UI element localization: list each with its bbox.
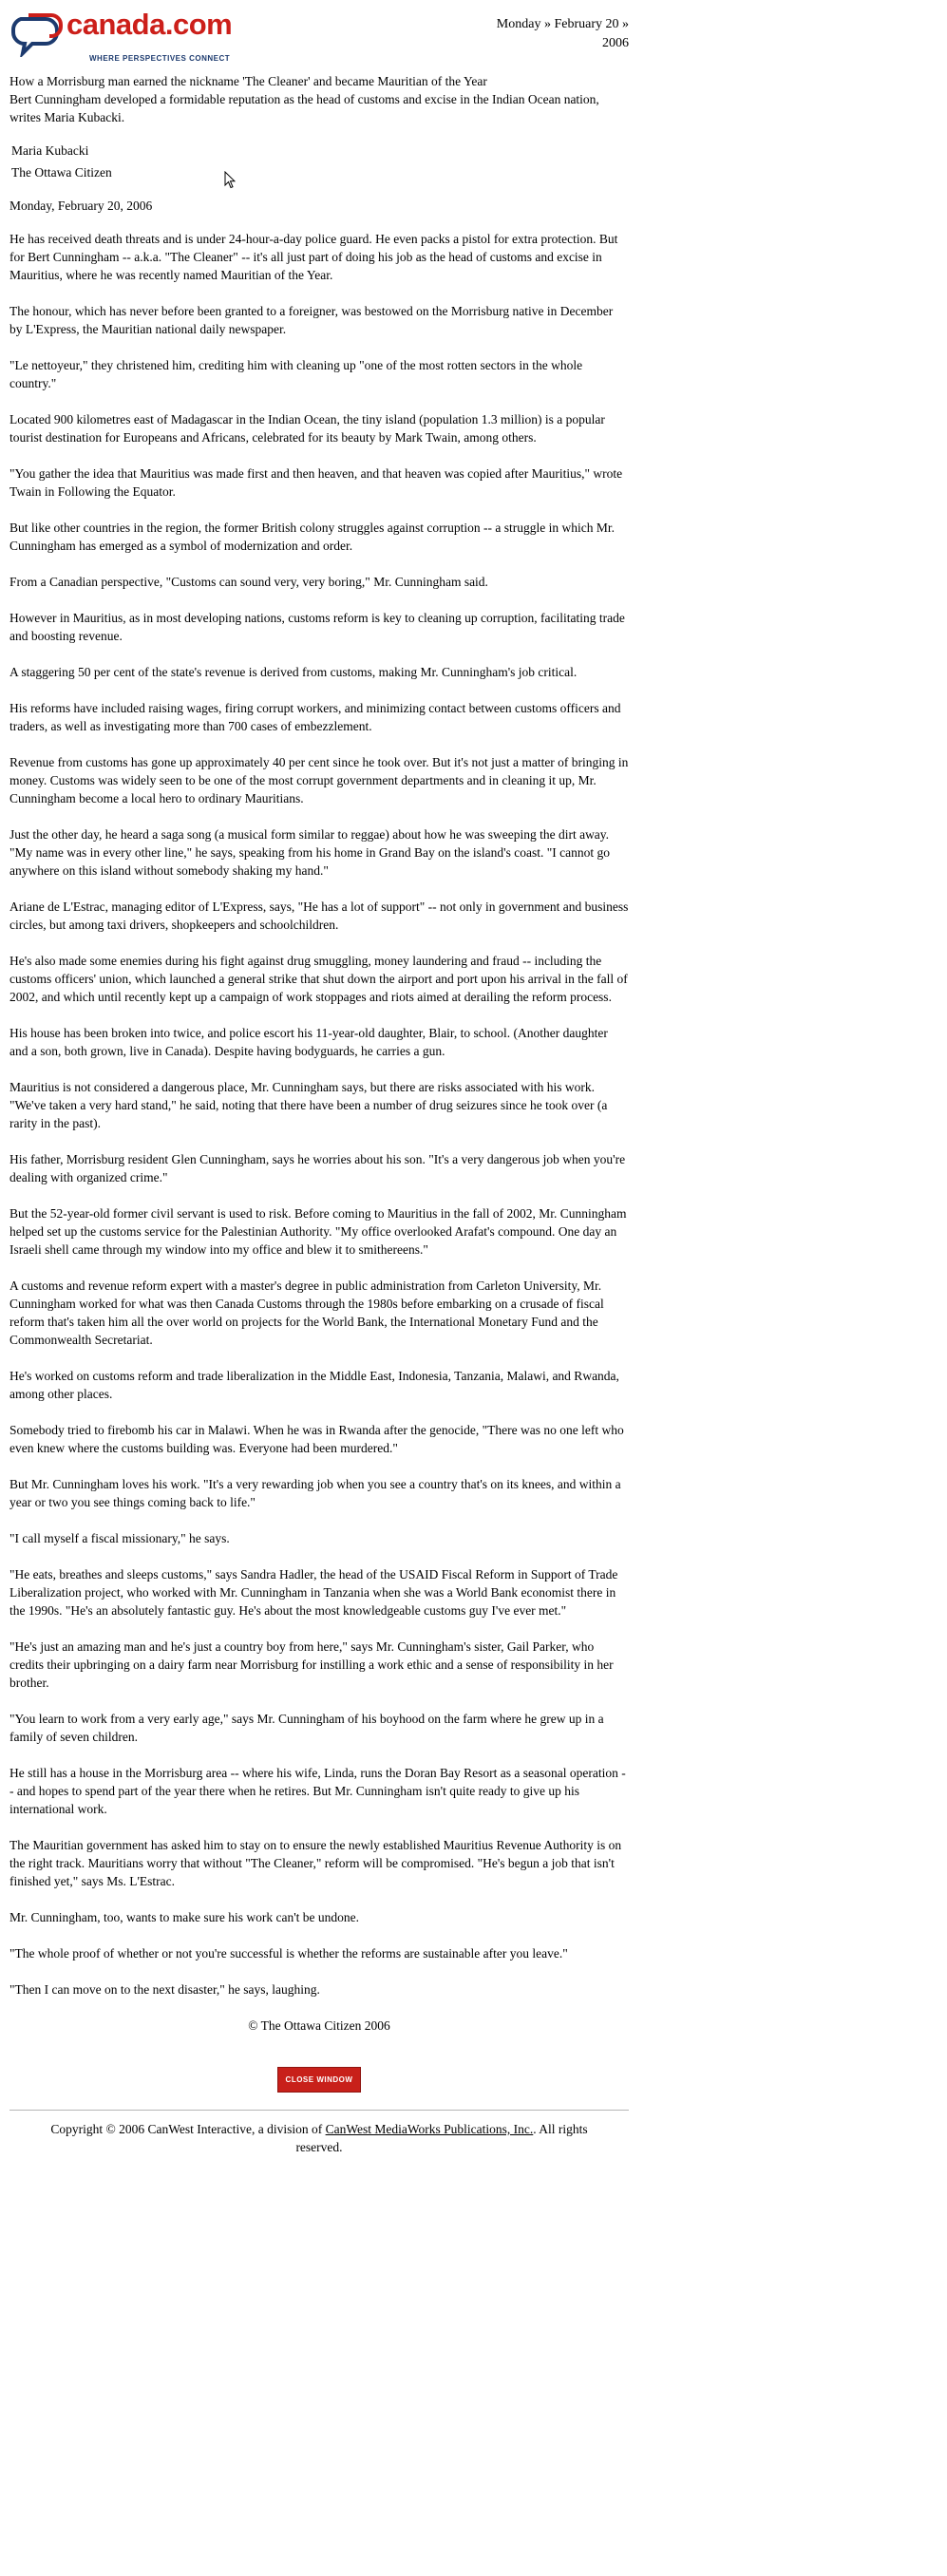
article-paragraph: "He eats, breathes and sleeps customs," says Sandra Hadler, the head of the USAID Fiscal Reform in Support of Trade Liberalization project, who worked with Mr. Cunningham in Tanzania when she was a World Bank economist there in the 1990s. "He's an absolutely fantastic guy. He's about the most knowledgeable customs guy I've ever met." [9,1567,618,1618]
article-paragraph: Mauritius is not considered a dangerous place, Mr. Cunningham says, but there are risks associated with his work. "We've taken a very hard stand," he said, noting that there have been a number of drug seizures since he took over (a rarity in the past). [9,1080,608,1130]
article-paragraph: From a Canadian perspective, "Customs can sound very, very boring," Mr. Cunningham said. [9,575,488,589]
article-paragraph: Just the other day, he heard a saga song (a musical form similar to reggae) about how he was sweeping the dirt away. "My name was in every other line," he says, speaking from his home in Grand Bay on the island's coast. "I cannot go anywhere on this island without somebody shaking my hand." [9,827,610,878]
article-paragraph: He has received death threats and is under 24-hour-a-day police guard. He even packs a pistol for extra protection. But for Bert Cunningham -- a.k.a. "The Cleaner" -- it's all just part of doing his job as the head of customs and excise in Mauritius, where he was recently named Mauritian of the Year. [9,232,618,282]
article-paragraph: "Then I can move on to the next disaster," he says, laughing. [9,1982,320,1997]
article-paragraph: "Le nettoyeur," they christened him, crediting him with cleaning up "one of the most rotten sectors in the whole country." [9,358,583,390]
close-window-button[interactable]: CLOSE WINDOW [277,2067,362,2093]
footer-divider [9,2110,629,2111]
article-paragraph: "You gather the idea that Mauritius was made first and then heaven, and that heaven was copied after Mauritius," wrote Twain in Following the Equator. [9,466,623,499]
article-paragraph: Mr. Cunningham, too, wants to make sure his work can't be undone. [9,1910,360,1924]
byline-author: Maria Kubacki [11,143,89,158]
article-paragraph: Located 900 kilometres east of Madagascar in the Indian Ocean, the tiny island (population 1.3 million) is a popular tourist destination for Europeans and Africans, celebrated for its beauty by Mark Twain, among others. [9,412,605,445]
article-paragraph: But like other countries in the region, the former British colony struggles against corruption -- a struggle in which Mr. Cunningham has emerged as a symbol of modernization and order. [9,521,615,553]
article-paragraph: He's also made some enemies during his fight against drug smuggling, money laundering and fraud -- including the customs officers' union, which launched a general strike that shut down the airport and port upon his arrival in the fall of 2002, and which until recently kept up a campaign of work stoppages and riots aimed at derailing the reform process. [9,954,628,1004]
footer-company-link[interactable]: CanWest MediaWorks Publications, Inc. [325,2122,534,2136]
article-paragraph: His father, Morrisburg resident Glen Cunningham, says he worries about his son. "It's a very dangerous job when you're dealing with organized crime." [9,1152,626,1184]
publication-date: Monday, February 20, 2006 [9,199,153,213]
headline: How a Morrisburg man earned the nickname 'The Cleaner' and became Mauritian of the Year [9,74,487,88]
article-paragraph: Ariane de L'Estrac, managing editor of L'Express, says, "He has a lot of support" -- not only in government and business circles, but among taxi drivers, shopkeepers and schoolchildren. [9,900,629,932]
article-paragraph: "I call myself a fiscal missionary," he says. [9,1531,230,1545]
article-paragraph: Revenue from customs has gone up approximately 40 per cent since he took over. But it's not just a matter of bringing in money. Customs was widely seen to be one of the most corrupt government departments and in cleaning it up, Mr. Cunningham become a local hero to ordinary Mauritians. [9,755,629,805]
footer-suffix: . All rights reserved. [295,2122,588,2154]
article-body [9,230,629,1998]
article-paragraph: His reforms have included raising wages, firing corrupt workers, and minimizing contact between customs officers and traders, as well as investigating more than 700 cases of embezzlement. [9,701,621,733]
article-paragraph: He's worked on customs reform and trade liberalization in the Middle East, Indonesia, Tanzania, Malawi, and Rwanda, among other places. [9,1369,619,1401]
article-paragraph: His house has been broken into twice, and police escort his 11-year-old daughter, Blair, to school. (Another daughter and a son, both grown, live in Canada). Despite having bodyguards, he carries a gun. [9,1026,608,1058]
article-paragraph: But the 52-year-old former civil servant is used to risk. Before coming to Mauritius in the fall of 2002, Mr. Cunningham helped set up the customs service for the Palestinian Authority. "My office overlooked Arafat's compound. One day an Israeli shell came through my window into my office and blew it to smithereens." [9,1206,627,1257]
article-content [0,61,636,2156]
article-paragraph: "You learn to work from a very early age," says Mr. Cunningham of his boyhood on the farm where he grew up in a family of seven children. [9,1712,604,1744]
article-paragraph: Somebody tried to firebomb his car in Malawi. When he was in Rwanda after the genocide, "There was no one left who even knew where the customs building was. Everyone had been murdered." [9,1423,624,1455]
footer-prefix: Copyright © 2006 CanWest Interactive, a division of [50,2122,326,2136]
article-paragraph: A staggering 50 per cent of the state's revenue is derived from customs, making Mr. Cunningham's job critical. [9,665,578,679]
footer [9,2120,629,2156]
article-paragraph: "The whole proof of whether or not you're successful is whether the reforms are sustainable after you leave." [9,1946,568,1960]
byline-publication: The Ottawa Citizen [11,165,112,180]
canada-com-logo[interactable] [8,8,262,63]
article-paragraph: "He's just an amazing man and he's just a country boy from here," says Mr. Cunningham's sister, Gail Parker, who credits their upbringing on a dairy farm near Morrisburg for instilling a work ethic and a sense of responsibility in her brother. [9,1639,614,1690]
headline-block [9,72,629,126]
article-paragraph: However in Mauritius, as in most developing nations, customs reform is key to cleaning up corruption, facilitating trade and boosting revenue. [9,611,625,643]
byline [9,140,629,183]
header-date: Monday » February 20 » 2006 [496,17,629,50]
speech-bubble-logo-icon [8,13,65,57]
deck: Bert Cunningham developed a formidable reputation as the head of customs and excise in the Indian Ocean nation, writes Maria Kubacki. [9,92,599,124]
article-paragraph: He still has a house in the Morrisburg area -- where his wife, Linda, runs the Doran Bay Resort as a seasonal operation -- and hopes to spend part of the year there when he retires. But Mr. Cunningham isn't quite ready to give up his international work. [9,1766,626,1816]
logo-wordmark: canada.com [66,8,233,41]
article-copyright: © The Ottawa Citizen 2006 [248,2018,390,2033]
mouse-cursor-icon [224,171,236,189]
article-paragraph: A customs and revenue reform expert with a master's degree in public administration from Carleton University, Mr. Cunningham worked for what was then Canada Customs through the 1980s before embarking on a crusade of fiscal reform that's taken him all the over world on projects for the World Bank, the International Monetary Fund and the Commonwealth Secretariat. [9,1279,604,1347]
header [0,0,636,61]
close-row [9,2067,629,2093]
article-paragraph: But Mr. Cunningham loves his work. "It's a very rewarding job when you see a country that's on its knees, and within a year or two you see things coming back to life." [9,1477,621,1509]
article-paragraph: The honour, which has never before been granted to a foreigner, was bestowed on the Morrisburg native in December by L'Express, the Mauritian national daily newspaper. [9,304,614,336]
article-paragraph: The Mauritian government has asked him to stay on to ensure the newly established Mauritius Revenue Authority is on the right track. Mauritians worry that without "The Cleaner," reform will be compromised. "He's begun a job that isn't finished yet," says Ms. L'Estrac. [9,1838,622,1888]
logo-tagline: WHERE PERSPECTIVES CONNECT [89,54,231,63]
